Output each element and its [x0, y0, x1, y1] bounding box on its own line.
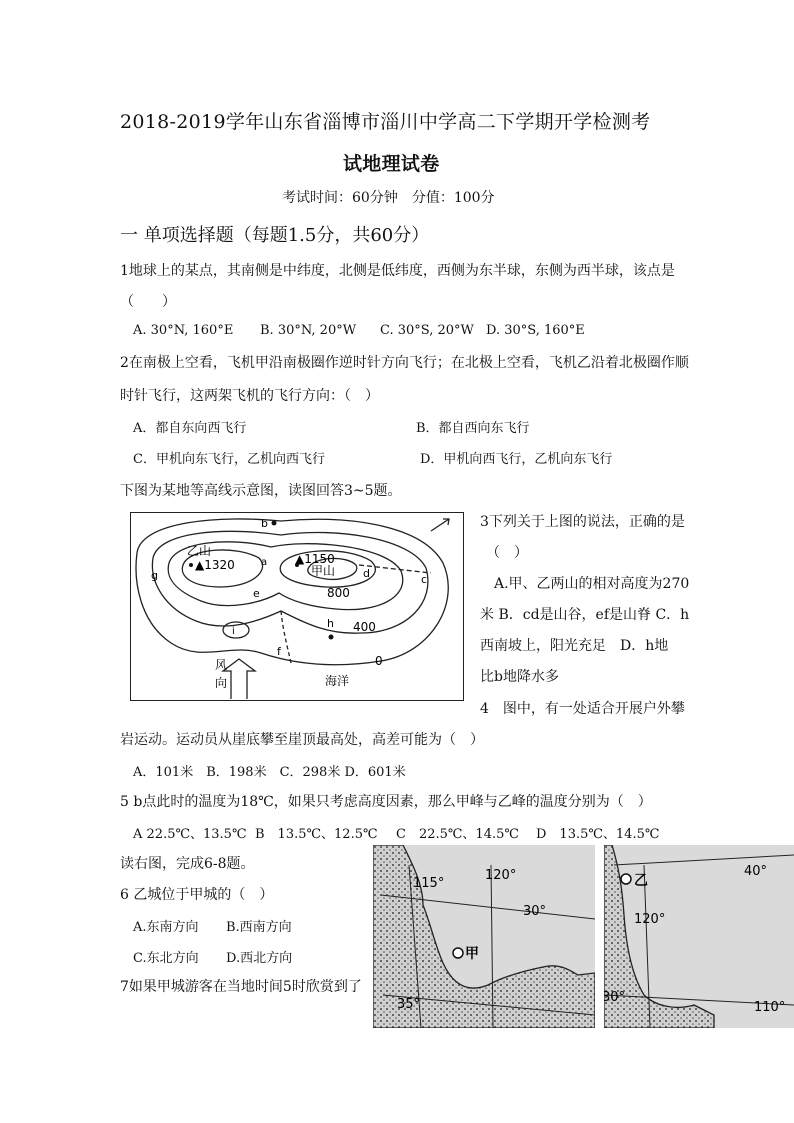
q2-option-c: C．甲机向东飞行，乙机向西飞行: [133, 452, 325, 467]
q5-option-b: B 13.5℃、12.5℃: [255, 827, 378, 842]
map-yi-drawing: [604, 845, 794, 1028]
question-3-line3: A.甲、乙两山的相对高度为270: [494, 576, 690, 592]
q1-option-c: C. 30°S, 20°W: [380, 323, 474, 338]
q1-option-b: B. 30°N, 20°W: [260, 323, 357, 338]
question-3-line5: 西南坡上，阳光充足 D．h地: [480, 638, 669, 654]
q4-options: A．101米 B．198米 C．298米 D．601米: [133, 765, 406, 780]
map-jia-drawing: [373, 845, 595, 1028]
label-jia-shan: 甲山: [311, 564, 336, 578]
question-3-line6: 比b地降水多: [480, 669, 559, 685]
label-0: 0: [375, 654, 383, 668]
label-a: a: [261, 557, 268, 568]
question-7-text: 7如果甲城游客在当地时间5时欣赏到了: [120, 979, 362, 995]
city-yi: 乙: [634, 873, 648, 889]
label-f: f: [277, 645, 281, 658]
jia-lon120: 120°: [485, 868, 517, 883]
question-2-line2: 时针飞行，这两架飞机的飞行方向：（ ）: [120, 388, 379, 404]
exam-info: 考试时间：60分钟 分值：100分: [282, 190, 495, 206]
label-400: 400: [353, 620, 376, 634]
q5-option-c: C 22.5℃、14.5℃: [396, 827, 519, 842]
label-peak-jia: ▲1150: [295, 552, 335, 566]
map-panel-jia: [373, 845, 595, 1028]
question-3-bracket: （ ）: [486, 545, 528, 561]
question-6-text: 6 乙城位于甲城的（ ）: [120, 887, 274, 903]
jia-lat35: 35°: [397, 997, 421, 1012]
q5-option-d: D 13.5℃、14.5℃: [536, 827, 660, 842]
q1-option-a: A. 30°N, 160°E: [133, 323, 234, 338]
intro-6-8: 读右图，完成6-8题。: [120, 856, 255, 872]
question-5-text: 5 b点此时的温度为18℃，如果只考虑高度因素，那么甲峰与乙峰的温度分别为（ ）: [120, 794, 652, 810]
question-1-bracket: （ ）: [120, 294, 176, 310]
city-jia: 甲: [465, 946, 479, 962]
yi-lat40: 40°: [744, 864, 768, 879]
label-g: g: [151, 569, 158, 582]
q6-option-c: C.东北方向: [133, 951, 199, 966]
yi-lat30: 30°: [604, 990, 626, 1005]
page-title-line1: 2018-2019学年山东省淄博市淄川中学高二下学期开学检测考: [120, 111, 651, 133]
q2-option-b: B．都自西向东飞行: [416, 421, 530, 436]
intro-3-5: 下图为某地等高线示意图，读图回答3~5题。: [120, 483, 402, 499]
q1-option-d: D. 30°S, 160°E: [486, 323, 585, 338]
q5-option-a: A 22.5℃、13.5℃: [133, 827, 247, 842]
contour-map-drawing: [131, 513, 463, 700]
jia-lat30: 30°: [523, 904, 547, 919]
question-3-line4: 米 B．cd是山谷，ef是山脊 C．h: [480, 607, 690, 623]
map-panel-yi: [604, 845, 794, 1028]
question-4-text: 4 图中，有一处适合开展户外攀: [480, 701, 685, 717]
question-4-line2: 岩运动。运动员从崖底攀至崖顶最高处，高差可能为（ ）: [120, 732, 484, 748]
yi-lon110: 110°: [754, 1000, 786, 1015]
label-c: c: [421, 573, 428, 586]
q6-option-a: A.东南方向: [133, 920, 199, 935]
label-e: e: [253, 587, 260, 600]
yi-lon120: 120°: [634, 912, 666, 927]
q2-option-d: D．甲机向西飞行，乙机向东飞行: [420, 452, 613, 467]
label-yi-shan: 乙山: [187, 544, 212, 558]
label-direction: 向: [215, 676, 228, 690]
label-800: 800: [327, 586, 350, 600]
label-wind: 风: [215, 658, 228, 672]
label-d: d: [363, 567, 370, 580]
contour-map: [130, 512, 464, 701]
question-1-text: 1地球上的某点，其南侧是中纬度，北侧是低纬度，西侧为东半球，东侧为西半球，该点是: [120, 263, 675, 279]
label-b: b: [261, 517, 268, 530]
label-ocean: 海洋: [325, 674, 350, 688]
label-h: h: [327, 617, 334, 630]
page-title-line2: 试地理试卷: [343, 153, 440, 175]
q6-option-d: D.西北方向: [226, 951, 293, 966]
label-i: i: [232, 626, 235, 637]
label-peak-yi: ▲1320: [195, 558, 235, 572]
q2-option-a: A．都自东向西飞行: [133, 421, 247, 436]
question-3-text: 3下列关于上图的说法，正确的是: [480, 514, 685, 530]
question-2-text: 2在南极上空看，飞机甲沿南极圈作逆时针方向飞行；在北极上空看，飞机乙沿着北极圈作顺: [120, 355, 689, 371]
jia-lon115: 115°: [413, 876, 445, 891]
section-heading: 一 单项选择题（每题1.5分，共60分）: [120, 225, 430, 246]
q6-option-b: B.西南方向: [226, 920, 292, 935]
